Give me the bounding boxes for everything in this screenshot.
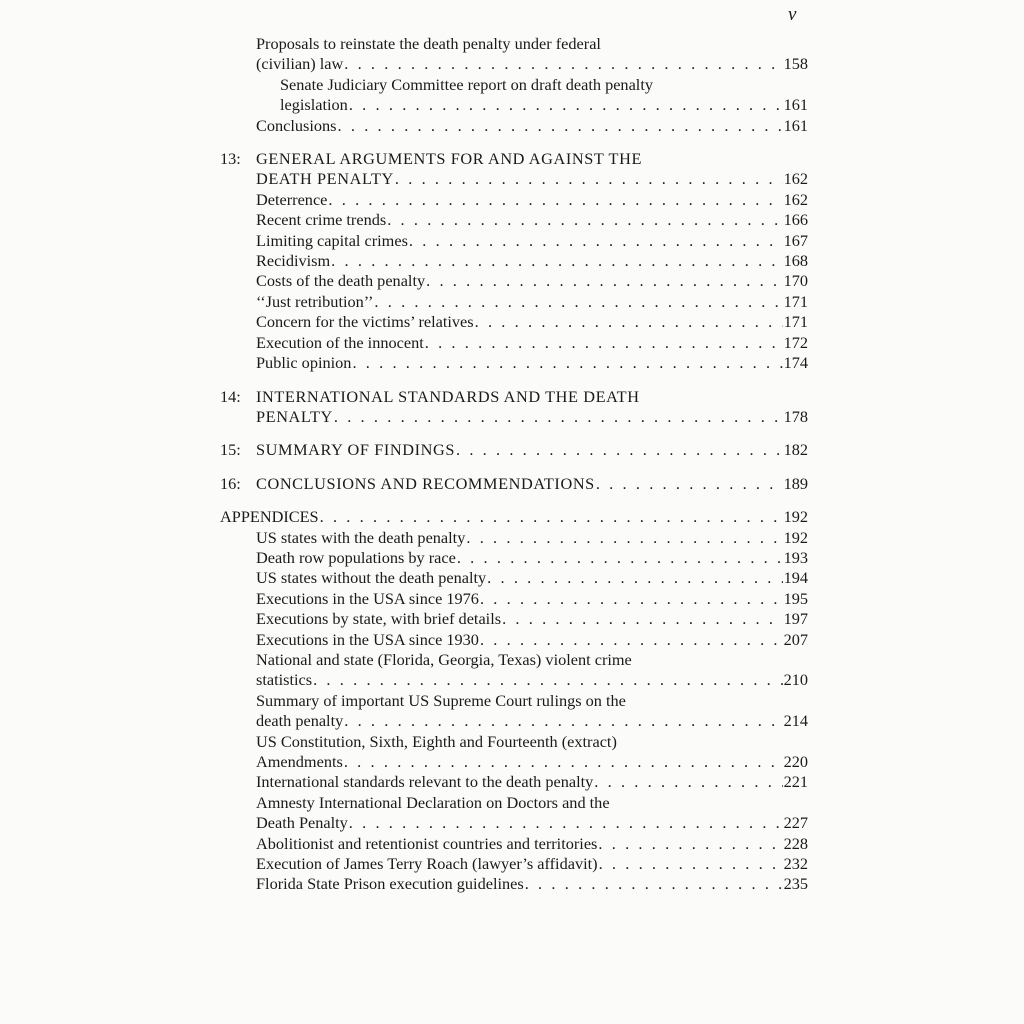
toc-entry-heading bbox=[220, 732, 808, 752]
dot-leader bbox=[598, 834, 782, 854]
toc-page-number: 214 bbox=[783, 711, 808, 731]
toc-entry bbox=[220, 271, 808, 291]
toc-entry-title: Execution of James Terry Roach (lawyer’s affidavit) bbox=[256, 854, 598, 874]
dot-leader bbox=[344, 752, 783, 772]
dot-leader bbox=[502, 609, 783, 629]
toc-entry-title: legislation bbox=[280, 95, 348, 115]
chapter-heading-16 bbox=[220, 474, 808, 494]
toc-page-number: 166 bbox=[783, 210, 808, 230]
toc-entry bbox=[220, 568, 808, 588]
dot-leader bbox=[487, 568, 782, 588]
toc-entry bbox=[220, 752, 808, 772]
dot-leader bbox=[320, 507, 783, 527]
toc-entry bbox=[220, 251, 808, 271]
toc-entry-title: Execution of the innocent bbox=[256, 332, 424, 352]
toc-entry bbox=[220, 609, 808, 629]
toc-entry bbox=[220, 589, 808, 609]
chapter-title: GENERAL ARGUMENTS FOR AND AGAINST THE bbox=[256, 149, 642, 169]
toc-entry-title: Amendments bbox=[256, 752, 343, 771]
dot-leader bbox=[480, 589, 783, 609]
toc-page-number: 194 bbox=[783, 568, 808, 588]
toc-page-number: 227 bbox=[783, 813, 808, 833]
toc-entry-title: statistics bbox=[256, 670, 313, 690]
chapter-title: DEATH PENALTY bbox=[256, 169, 394, 189]
toc-page-number: 162 bbox=[783, 189, 808, 209]
toc-entry-title: Executions in the USA since 1930 bbox=[256, 629, 479, 649]
chapter-number: 16: bbox=[220, 473, 241, 493]
dot-leader bbox=[599, 854, 783, 874]
toc-entry-title: Summary of important US Supreme Court rulings on the bbox=[256, 690, 626, 710]
toc-entry-heading bbox=[220, 793, 808, 813]
toc-entry-title: Conclusions bbox=[256, 115, 337, 135]
toc-page-number: 228 bbox=[783, 833, 808, 853]
toc-entry bbox=[220, 548, 808, 568]
toc-entry-title: National and state (Florida, Georgia, Texas) violent crime bbox=[256, 649, 632, 669]
toc-page-number: 235 bbox=[783, 874, 808, 894]
toc-page-number: 168 bbox=[783, 251, 808, 271]
toc-entry-title: US states with the death penalty bbox=[256, 527, 466, 547]
toc-page-number: 195 bbox=[783, 588, 808, 608]
dot-leader bbox=[344, 711, 782, 731]
toc-page-number: 197 bbox=[783, 609, 808, 629]
toc-page-number: 192 bbox=[783, 507, 808, 527]
toc-entry-title: Public opinion bbox=[256, 353, 352, 373]
toc-entry-title: Proposals to reinstate the death penalty under federal bbox=[256, 34, 601, 53]
toc-entry-title: Concern for the victims’ relatives bbox=[256, 312, 474, 332]
chapter-title: INTERNATIONAL STANDARDS AND THE DEATH bbox=[256, 386, 640, 406]
section-gap bbox=[220, 461, 808, 474]
dot-leader bbox=[374, 292, 782, 312]
chapter-heading-14-cont bbox=[220, 407, 808, 427]
dot-leader bbox=[457, 548, 783, 568]
toc-entry-title: US states without the death penalty bbox=[256, 568, 487, 588]
toc-entry-heading bbox=[220, 691, 808, 711]
dot-leader bbox=[596, 474, 783, 494]
chapter-number: 14: bbox=[220, 386, 241, 406]
toc-page-number: 158 bbox=[783, 54, 808, 74]
dot-leader bbox=[409, 231, 783, 251]
chapter-title: PENALTY bbox=[256, 406, 333, 426]
dot-leader bbox=[480, 630, 783, 650]
toc-entry-title: Recent crime trends bbox=[256, 210, 387, 230]
dot-leader bbox=[387, 210, 782, 230]
toc-page-number: 170 bbox=[783, 271, 808, 291]
toc-page-number: 207 bbox=[783, 629, 808, 649]
section-gap bbox=[220, 494, 808, 507]
toc-entry-title: International standards relevant to the death penalty bbox=[256, 772, 594, 792]
dot-leader bbox=[349, 813, 783, 833]
appendices-title: APPENDICES bbox=[220, 507, 319, 527]
chapter-heading-14 bbox=[220, 387, 808, 407]
toc-entry bbox=[220, 834, 808, 854]
toc-entry bbox=[220, 711, 808, 731]
toc-entry bbox=[220, 292, 808, 312]
toc-entry bbox=[220, 210, 808, 230]
toc-page-number: 167 bbox=[783, 230, 808, 250]
toc-page-number: 210 bbox=[783, 670, 808, 690]
table-of-contents bbox=[220, 34, 808, 895]
section-gap bbox=[220, 136, 808, 149]
toc-entry-title: Recidivism bbox=[256, 251, 331, 271]
toc-page-number: 172 bbox=[783, 332, 808, 352]
chapter-number: 15: bbox=[220, 440, 241, 460]
dot-leader bbox=[338, 116, 783, 136]
toc-page-number: 220 bbox=[783, 752, 808, 771]
toc-entry-heading bbox=[220, 650, 808, 670]
toc-entry-title: ‘‘Just retribution’’ bbox=[256, 291, 374, 311]
dot-leader bbox=[525, 874, 783, 894]
toc-entry-title: Limiting capital crimes bbox=[256, 230, 408, 250]
toc-entry-title: Executions in the USA since 1976 bbox=[256, 588, 479, 608]
toc-page-number: 174 bbox=[783, 353, 808, 373]
toc-page-number: 171 bbox=[783, 312, 808, 332]
toc-page-number: 232 bbox=[783, 854, 808, 874]
toc-subentry-heading bbox=[220, 75, 808, 95]
toc-entry bbox=[220, 630, 808, 650]
toc-entry-title: Amnesty International Declaration on Doctors and the bbox=[256, 792, 610, 812]
toc-entry bbox=[220, 333, 808, 353]
dot-leader bbox=[466, 528, 782, 548]
dot-leader bbox=[475, 312, 783, 332]
chapter-title: CONCLUSIONS AND RECOMMENDATIONS bbox=[256, 473, 595, 493]
toc-entry-title: Death row populations by race bbox=[256, 547, 456, 567]
toc-page-number: 193 bbox=[783, 547, 808, 567]
chapter-title: SUMMARY OF FINDINGS bbox=[256, 440, 455, 460]
dot-leader bbox=[328, 190, 782, 210]
toc-page-number: 221 bbox=[783, 772, 808, 792]
toc-entry-heading bbox=[220, 34, 808, 54]
dot-leader bbox=[331, 251, 782, 271]
toc-entry-title: Abolitionist and retentionist countries and territories bbox=[256, 833, 598, 853]
toc-subentry bbox=[220, 95, 808, 115]
toc-entry bbox=[220, 528, 808, 548]
dot-leader bbox=[594, 772, 782, 792]
toc-entry bbox=[220, 116, 808, 136]
toc-entry bbox=[220, 54, 808, 74]
page-number: v bbox=[788, 4, 797, 25]
toc-entry bbox=[220, 231, 808, 251]
toc-entry-title: Death Penalty bbox=[256, 813, 348, 833]
toc-entry-title: Costs of the death penalty bbox=[256, 271, 426, 291]
dot-leader bbox=[334, 407, 783, 427]
toc-entry bbox=[220, 854, 808, 874]
toc-entry bbox=[220, 874, 808, 894]
section-gap bbox=[220, 427, 808, 440]
chapter-heading-15 bbox=[220, 440, 808, 460]
toc-entry-title: Deterrence bbox=[256, 189, 328, 209]
toc-page-number: 161 bbox=[783, 115, 808, 135]
chapter-heading-13 bbox=[220, 149, 808, 169]
toc-entry-title: (civilian) law bbox=[256, 54, 344, 74]
dot-leader bbox=[425, 333, 783, 353]
toc-entry-title: death penalty bbox=[256, 711, 344, 731]
toc-page-number: 162 bbox=[783, 169, 808, 189]
appendices-heading bbox=[220, 507, 808, 527]
dot-leader bbox=[456, 440, 783, 460]
dot-leader bbox=[313, 670, 783, 690]
toc-entry-title: Senate Judiciary Committee report on draft death penalty bbox=[280, 74, 653, 94]
toc-entry-title: US Constitution, Sixth, Eighth and Fourteenth (extract) bbox=[256, 731, 617, 751]
dot-leader bbox=[352, 353, 782, 373]
chapter-heading-13-cont bbox=[220, 169, 808, 189]
toc-page-number: 189 bbox=[783, 473, 808, 493]
toc-entry bbox=[220, 353, 808, 373]
dot-leader bbox=[344, 54, 782, 74]
toc-page-number: 161 bbox=[783, 95, 808, 115]
toc-page-number: 178 bbox=[783, 406, 808, 426]
chapter-number: 13: bbox=[220, 149, 241, 169]
toc-entry bbox=[220, 312, 808, 332]
dot-leader bbox=[426, 271, 782, 291]
toc-entry bbox=[220, 813, 808, 833]
toc-entry bbox=[220, 190, 808, 210]
toc-entry bbox=[220, 772, 808, 792]
toc-entry-title: Florida State Prison execution guidelines bbox=[256, 874, 524, 894]
toc-page-number: 171 bbox=[783, 291, 808, 311]
toc-page-number: 182 bbox=[783, 440, 808, 460]
section-gap bbox=[220, 374, 808, 387]
toc-entry bbox=[220, 670, 808, 690]
toc-entry-title: Executions by state, with brief details bbox=[256, 609, 502, 629]
dot-leader bbox=[349, 95, 783, 115]
toc-page-number: 192 bbox=[783, 527, 808, 547]
dot-leader bbox=[395, 169, 783, 189]
